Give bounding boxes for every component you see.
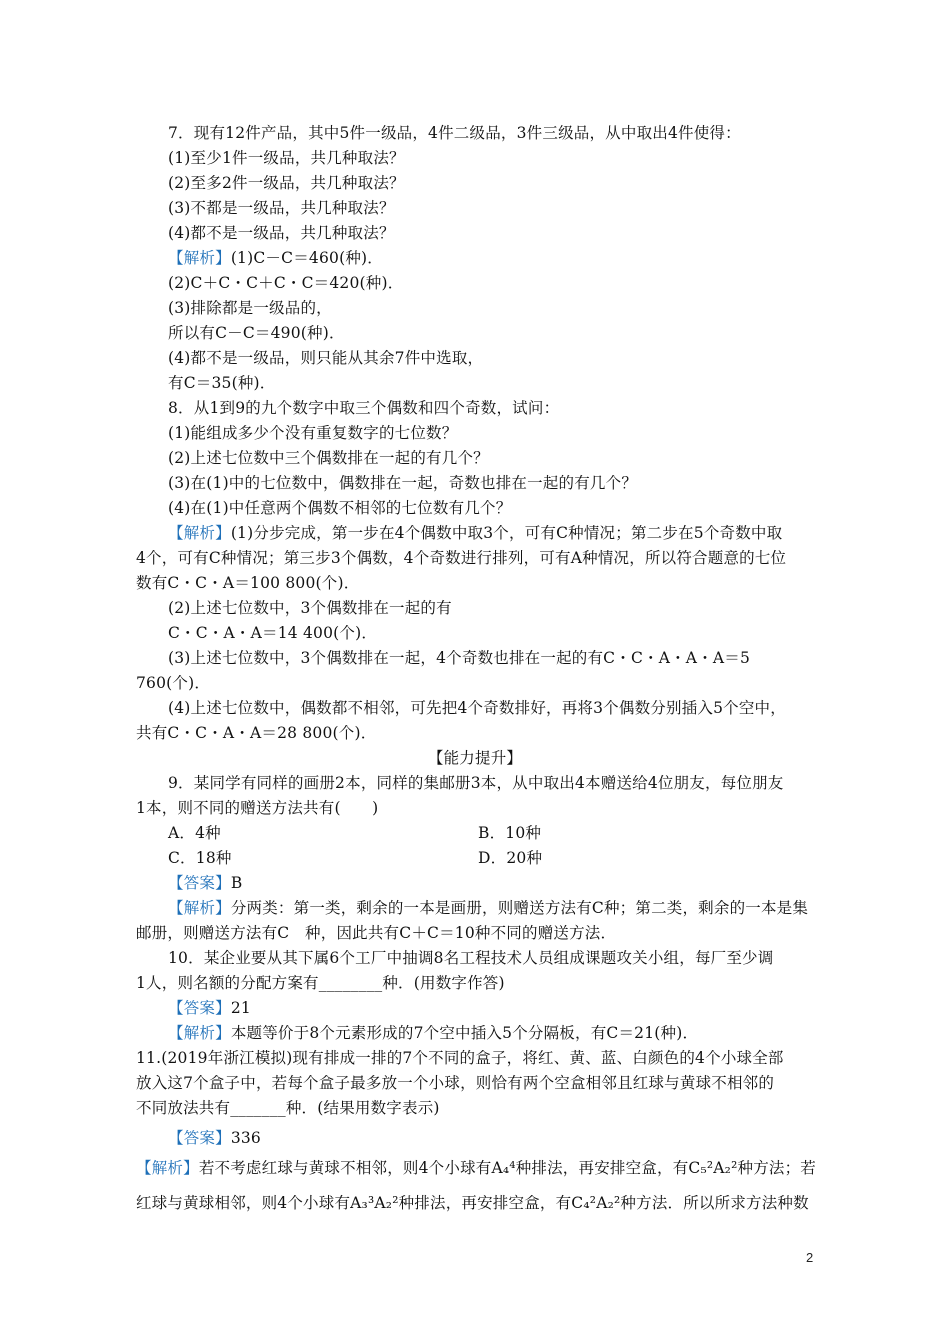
line-text: 若不考虑红球与黄球不相邻，则4个小球有A₄⁴种排法，再安排空盒，有C₅²A₂²种方法；若 — [198, 1159, 817, 1177]
text-line — [168, 1126, 261, 1150]
line-text: 放入这7个盒子中，若每个盒子最多放一个小球，则恰有两个空盒相邻且红球与黄球不相邻的 — [136, 1074, 775, 1092]
text-line — [168, 521, 782, 545]
text-line — [168, 121, 741, 145]
label-tag: 【解析】 — [136, 1159, 199, 1177]
text-line — [168, 496, 511, 520]
text-line — [168, 296, 332, 320]
text-line — [136, 796, 378, 820]
section-title: 【能力提升】 — [427, 749, 523, 767]
label-tag: 【解析】 — [168, 1024, 231, 1042]
label-tag: 【答案】 — [168, 999, 231, 1017]
text-line — [168, 871, 242, 895]
text-line — [168, 321, 345, 345]
text-line — [168, 171, 405, 195]
line-text: 所以有C－C＝490(种)． — [168, 324, 345, 342]
line-text: 9．某同学有同样的画册2本，同样的集邮册3本，从中取出4本赠送给4位朋友，每位朋友 — [168, 774, 784, 792]
text-line — [168, 771, 784, 795]
line-text: 760(个)． — [136, 674, 211, 692]
text-line — [168, 596, 452, 620]
line-text: 邮册，则赠送方法有C 种，因此共有C＋C＝10种不同的赠送方法． — [136, 924, 617, 942]
line-text: (4)上述七位数中，偶数都不相邻，可先把4个奇数排好，再将3个偶数分别插入5个空中， — [168, 699, 786, 717]
text-line — [168, 371, 275, 395]
line-text: 1人，则名额的分配方案有________种．(用数字作答) — [136, 974, 505, 992]
line-text: (4)都不是一级品，共几种取法？ — [168, 224, 395, 242]
line-text: (3)不都是一级品，共几种取法？ — [168, 199, 395, 217]
line-text: 分两类：第一类，剩余的一本是画册，则赠送方法有C种；第二类，剩余的一本是集 — [230, 899, 809, 917]
line-text: 7．现有12件产品，其中5件一级品，4件二级品，3件三级品，从中取出4件使得： — [168, 124, 741, 142]
text-line — [168, 396, 559, 420]
text-line — [168, 446, 489, 470]
line-text: 数有C・C・A＝100 800(个)． — [136, 574, 360, 592]
text-line — [136, 971, 505, 995]
line-text: 本题等价于8个元素形成的7个空中插入5个分隔板，有C＝21(种)． — [230, 1024, 699, 1042]
label-tag: 【解析】 — [168, 524, 231, 542]
text-line — [168, 646, 750, 670]
line-text: 不同放法共有_______种．(结果用数字表示) — [136, 1099, 440, 1117]
text-line — [478, 821, 541, 845]
text-line — [168, 421, 457, 445]
line-text: (1)能组成多少个没有重复数字的七位数？ — [168, 424, 458, 442]
text-line — [168, 896, 808, 920]
line-text: (3)在(1)中的七位数中，偶数排在一起，奇数也排在一起的有几个？ — [168, 474, 638, 492]
line-text: (1)C－C＝460(种)． — [230, 249, 383, 267]
text-line — [168, 946, 773, 970]
text-line — [168, 146, 405, 170]
text-line — [136, 1071, 774, 1095]
text-line — [136, 571, 359, 595]
line-text: 红球与黄球相邻，则4个小球有A₃³A₂²种排法，再安排空盒，有C₄²A₂²种方法．所以所求方法种数 — [136, 1194, 809, 1212]
text-line — [136, 1156, 816, 1180]
line-text: 336 — [230, 1129, 261, 1147]
line-text: (3)排除都是一级品的， — [168, 299, 332, 317]
line-text: (2)上述七位数中，3个偶数排在一起的有 — [168, 599, 452, 617]
label-tag: 【答案】 — [168, 1129, 231, 1147]
text-line — [168, 221, 395, 245]
line-text: 11.(2019年浙江模拟)现有排成一排的7个不同的盒子，将红、黄、蓝、白颜色的4个小球全部 — [136, 1049, 784, 1067]
text-line — [168, 346, 483, 370]
line-text: (4)都不是一级品，则只能从其余7件中选取， — [168, 349, 484, 367]
line-text: (3)上述七位数中，3个偶数排在一起，4个奇数也排在一起的有C・C・A・A・A＝5 — [168, 649, 751, 667]
line-text: (2)上述七位数中三个偶数排在一起的有几个？ — [168, 449, 489, 467]
text-line — [168, 1021, 698, 1045]
line-text: 1本，则不同的赠送方法共有( ) — [136, 799, 379, 817]
line-text: B — [230, 874, 243, 892]
line-text: C．18种 — [168, 849, 232, 867]
text-line — [136, 1191, 809, 1215]
line-text: D．20种 — [478, 849, 543, 867]
text-line — [168, 621, 377, 645]
text-line — [168, 246, 383, 270]
line-text: (2)至多2件一级品，共几种取法？ — [168, 174, 405, 192]
text-line — [136, 921, 616, 945]
text-line — [136, 721, 376, 745]
line-text: 共有C・C・A・A＝28 800(个)． — [136, 724, 377, 742]
label-tag: 【答案】 — [168, 874, 231, 892]
text-line — [168, 996, 251, 1020]
line-text: 有C＝35(种)． — [168, 374, 276, 392]
line-text: B．10种 — [478, 824, 542, 842]
text-line — [136, 546, 786, 570]
line-text: C・C・A・A＝14 400(个)． — [168, 624, 378, 642]
text-line — [136, 1096, 440, 1120]
text-line — [168, 271, 403, 295]
line-text: 4个，可有C种情况；第三步3个偶数，4个奇数进行排列，可有A种情况，所以符合题意的七位 — [136, 549, 787, 567]
text-line — [168, 821, 221, 845]
text-line — [168, 696, 786, 720]
page-number: 2 — [806, 1250, 814, 1265]
line-text: (2)C＋C・C＋C・C＝420(种)． — [168, 274, 404, 292]
text-line — [136, 1046, 784, 1070]
text-line — [168, 846, 232, 870]
label-tag: 【解析】 — [168, 899, 231, 917]
line-text: 8．从1到9的九个数字中取三个偶数和四个奇数，试问： — [168, 399, 560, 417]
line-text: 21 — [230, 999, 251, 1017]
line-text: (1)至少1件一级品，共几种取法？ — [168, 149, 405, 167]
line-text: (1)分步完成，第一步在4个偶数中取3个，可有C种情况；第二步在5个奇数中取 — [230, 524, 783, 542]
line-text: (4)在(1)中任意两个偶数不相邻的七位数有几个？ — [168, 499, 512, 517]
text-line — [168, 196, 395, 220]
label-tag: 【解析】 — [168, 249, 231, 267]
text-line — [136, 671, 210, 695]
text-line — [478, 846, 542, 870]
text-line — [168, 471, 637, 495]
line-text: 10．某企业要从其下属6个工厂中抽调8名工程技术人员组成课题攻关小组，每厂至少调 — [168, 949, 774, 967]
line-text: A．4种 — [168, 824, 221, 842]
